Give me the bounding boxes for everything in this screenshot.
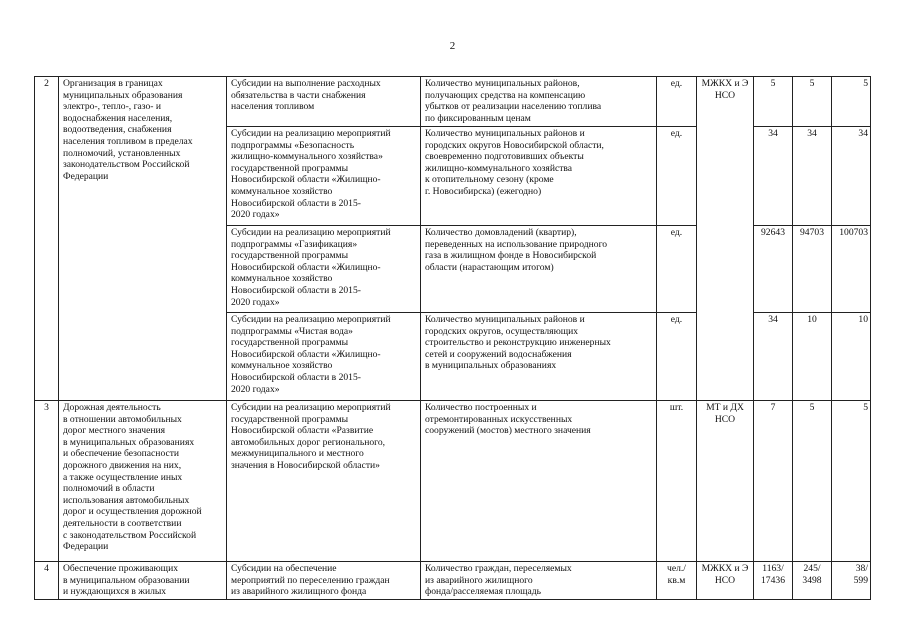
value-cell: 1163/ 17436	[754, 562, 793, 600]
unit-cell: ед.	[657, 226, 697, 313]
value-cell: 5	[832, 77, 871, 127]
table-row	[35, 77, 871, 127]
subsidy-cell: Субсидии на реализацию мероприятий государственной программы Новосибирской области «Развитие автомобильных дорог регионального, межмуниципального и местного значения в Новосибирской области»	[227, 401, 421, 562]
value-cell: 10	[832, 313, 871, 401]
row-number: 2	[35, 77, 59, 401]
indicator-cell: Количество граждан, переселяемых из аварийного жилищного фонда/расселяемая площадь	[421, 562, 657, 600]
unit-cell: ед.	[657, 313, 697, 401]
subsidy-cell: Субсидии на реализацию мероприятий подпрограммы «Безопасность жилищно-коммунального хозяйства» государственной программы Новосибирской области «Жилищно- коммунальное хозяйство Новосибирской области в 2015- 2020 годах»	[227, 127, 421, 226]
table-row	[35, 562, 871, 600]
value-cell: 245/ 3498	[793, 562, 832, 600]
responsible-cell: МТ и ДХ НСО	[697, 401, 754, 562]
value-cell: 34	[793, 127, 832, 226]
power-cell: Организация в границах муниципальных образования электро-, тепло-, газо- и водоснабжения населения, водоотведения, снабжения населения топливом в пределах полномочий, установленных законодательством Российской Федерации	[59, 77, 227, 401]
power-cell: Обеспечение проживающих в муниципальном образовании и нуждающихся в жилых	[59, 562, 227, 600]
responsible-cell: МЖКХ и Э НСО	[697, 77, 754, 401]
value-cell: 5	[832, 401, 871, 562]
value-cell: 34	[754, 127, 793, 226]
table-row	[35, 401, 871, 562]
unit-cell: шт.	[657, 401, 697, 562]
row-number: 4	[35, 562, 59, 600]
indicator-cell: Количество муниципальных районов, получающих средства на компенсацию убытков от реализации населению топлива по фиксированным ценам	[421, 77, 657, 127]
unit-cell: чел./ кв.м	[657, 562, 697, 600]
unit-cell: ед.	[657, 77, 697, 127]
subsidy-cell: Субсидии на обеспечение мероприятий по переселению граждан из аварийного жилищного фонда	[227, 562, 421, 600]
indicators-table	[34, 76, 871, 600]
power-cell: Дорожная деятельность в отношении автомобильных дорог местного значения в муниципальных образованиях и обеспечение безопасности дорожного движения на них, а также осуществление иных полномочий в области использования автомобильных дорог и осуществления дорожной деятельности в соответствии с законодательством Российской Федерации	[59, 401, 227, 562]
subsidy-cell: Субсидии на выполнение расходных обязательства в части снабжения населения топливом	[227, 77, 421, 127]
value-cell: 5	[754, 77, 793, 127]
value-cell: 100703	[832, 226, 871, 313]
value-cell: 5	[793, 401, 832, 562]
value-cell: 34	[754, 313, 793, 401]
row-number: 3	[35, 401, 59, 562]
value-cell: 7	[754, 401, 793, 562]
indicator-cell: Количество муниципальных районов и городских округов Новосибирской области, своевременно подготовивших объекты жилищно-коммунального хозяйства к отопительному сезону (кроме г. Новосибирска) (ежегодно)	[421, 127, 657, 226]
value-cell: 92643	[754, 226, 793, 313]
subsidy-cell: Субсидии на реализацию мероприятий подпрограммы «Газификация» государственной программы Новосибирской области «Жилищно- коммунальное хозяйство Новосибирской области в 2015- 2020 годах»	[227, 226, 421, 313]
page-number: 2	[449, 40, 456, 52]
responsible-cell: МЖКХ и Э НСО	[697, 562, 754, 600]
indicator-cell: Количество муниципальных районов и городских округов, осуществляющих строительство и реконструкцию инженерных сетей и сооружений водоснабжения в муниципальных образованиях	[421, 313, 657, 401]
subsidy-cell: Субсидии на реализацию мероприятий подпрограммы «Чистая вода» государственной программы Новосибирской области «Жилищно- коммунальное хозяйство Новосибирской области в 2015- 2020 годах»	[227, 313, 421, 401]
indicator-cell: Количество построенных и отремонтированных искусственных сооружений (мостов) местного значения	[421, 401, 657, 562]
value-cell: 34	[832, 127, 871, 226]
value-cell: 94703	[793, 226, 832, 313]
unit-cell: ед.	[657, 127, 697, 226]
value-cell: 10	[793, 313, 832, 401]
value-cell: 5	[793, 77, 832, 127]
indicator-cell: Количество домовладений (квартир), переведенных на использование природного газа в жилищном фонде в Новосибирской области (нарастающим итогом)	[421, 226, 657, 313]
value-cell: 38/ 599	[832, 562, 871, 600]
